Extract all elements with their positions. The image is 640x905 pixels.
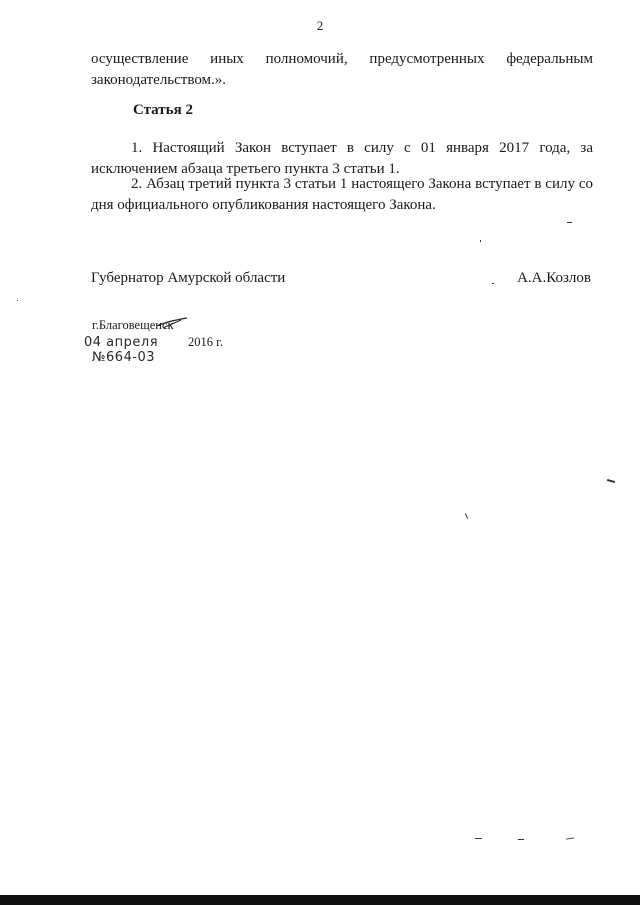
signatory-position: Губернатор Амурской области: [91, 270, 286, 286]
signature-block: [91, 270, 591, 292]
scan-speck: [480, 240, 481, 242]
article-paragraph-1: 1. Настоящий Закон вступает в силу с 01 января 2017 года, за исключением абзаца третьего пункта 3 статьи 1.: [91, 140, 593, 177]
law-number-stamp: №664-03: [92, 350, 156, 365]
handwritten-strike-mark: [155, 316, 189, 330]
place-of-signing: г.Благовещенск: [92, 318, 174, 332]
scan-speck: [492, 283, 494, 284]
scan-speck: [566, 837, 574, 839]
page-number: 2: [316, 18, 324, 33]
year: 2016 г.: [188, 335, 223, 349]
scan-speck: [17, 300, 18, 301]
date-stamp: 04 апреля: [84, 335, 159, 350]
scan-speck: [465, 513, 468, 519]
scan-speck: [518, 839, 524, 840]
scan-speck: [567, 222, 572, 223]
scan-border: [0, 895, 640, 905]
scan-speck: [607, 479, 615, 483]
signatory-name: А.А.Козлов: [517, 270, 591, 286]
continuation-paragraph: осуществление иных полномочий, предусмотренных федеральным законодательством.».: [91, 51, 593, 88]
scan-speck: [475, 838, 482, 839]
date-row: [84, 333, 158, 351]
article-paragraph-2: 2. Абзац третий пункта 3 статьи 1 настоящего Закона вступает в силу со дня официального опубликования настоящего Закона.: [91, 176, 593, 213]
article-heading: Статья 2: [133, 102, 193, 118]
